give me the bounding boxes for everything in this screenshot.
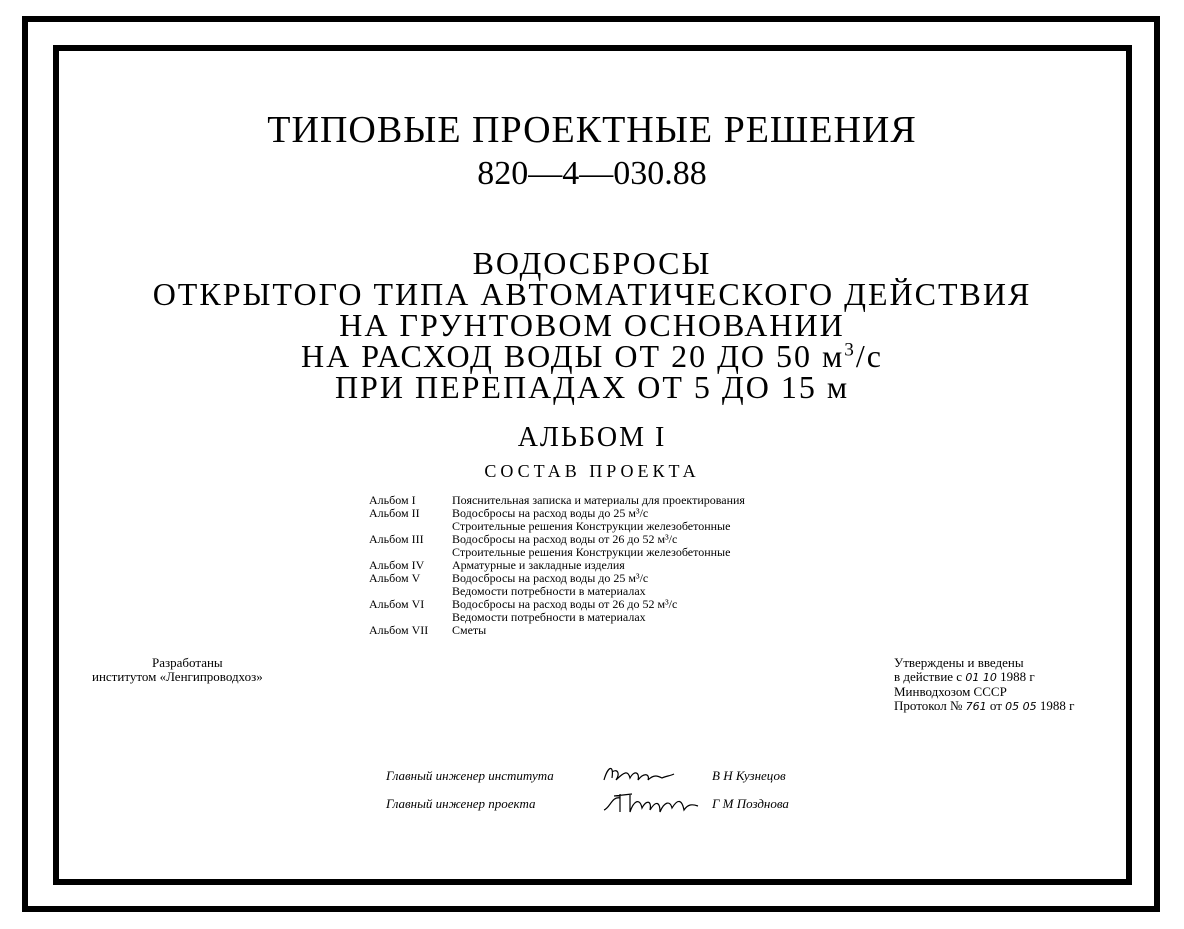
contents-row: Альбом V Водосбросы на расход воды до 25 м³/с [369, 571, 649, 585]
contents-row: Ведомости потребности в материалах [452, 584, 646, 598]
contents-row: Строительные решения Конструкции железобетонные [452, 519, 731, 533]
title-line-3: НА ГРУНТОВОМ ОСНОВАНИИ [339, 307, 845, 343]
approval-date: 01 10 [965, 671, 997, 684]
protocol-date: 05 05 [1005, 700, 1037, 713]
approval-line-2: в действие с 01 10 1988 г [894, 669, 1035, 684]
protocol-number: 761 [965, 700, 987, 713]
contents-heading: СОСТАВ ПРОЕКТА [484, 461, 700, 481]
series-number: 820—4—030.88 [477, 155, 707, 192]
contents-row: Альбом III Водосбросы на расход воды от 26 до 52 м³/с [369, 532, 678, 546]
contents-row: Строительные решения Конструкции железобетонные [452, 545, 731, 559]
developer-line-1: Разработаны [152, 655, 223, 670]
developer-block [92, 656, 263, 684]
approval-block [894, 656, 1074, 714]
title-line-4: НА РАСХОД ВОДЫ ОТ 20 ДО 50 $м^3/с$ [301, 338, 883, 374]
series-title: ТИПОВЫЕ ПРОЕКТНЫЕ РЕШЕНИЯ [267, 109, 917, 151]
signature-role: Главный инженер института [386, 768, 554, 783]
contents-row: Альбом VI Водосбросы на расход воды от 26 до 52 м³/с [369, 597, 678, 611]
approval-line-4: Протокол № 761 от 05 05 1988 г [894, 698, 1075, 713]
signature-role: Главный инженер проекта [386, 796, 536, 811]
contents-list [369, 494, 745, 637]
contents-row: Альбом VII Сметы [369, 623, 487, 637]
signature-name: Г М Позднова [712, 796, 789, 811]
contents-row: Альбом I Пояснительная записка и материалы для проектирования [369, 493, 745, 507]
signature-name: В Н Кузнецов [712, 768, 786, 783]
document-title [0, 245, 1184, 405]
title-line-2: ОТКРЫТОГО ТИПА АВТОМАТИЧЕСКОГО ДЕЙСТВИЯ [152, 276, 1032, 312]
contents-row: Альбом II Водосбросы на расход воды до 25 м³/с [369, 506, 649, 520]
contents-row: Ведомости потребности в материалах [452, 610, 646, 624]
title-line-5: ПРИ ПЕРЕПАДАХ ОТ 5 ДО 15 м [334, 369, 850, 405]
developer-line-2: институтом «Ленгипроводхоз» [92, 669, 263, 684]
title-line-1: ВОДОСБРОСЫ [472, 245, 712, 281]
contents-row: Альбом IV Арматурные и закладные изделия [369, 558, 625, 572]
handwritten-signature [600, 786, 710, 818]
album-title: АЛЬБОМ I [517, 422, 667, 453]
approval-line-3: Минводхозом СССР [894, 684, 1007, 699]
approval-line-1: Утверждены и введены [894, 655, 1024, 670]
